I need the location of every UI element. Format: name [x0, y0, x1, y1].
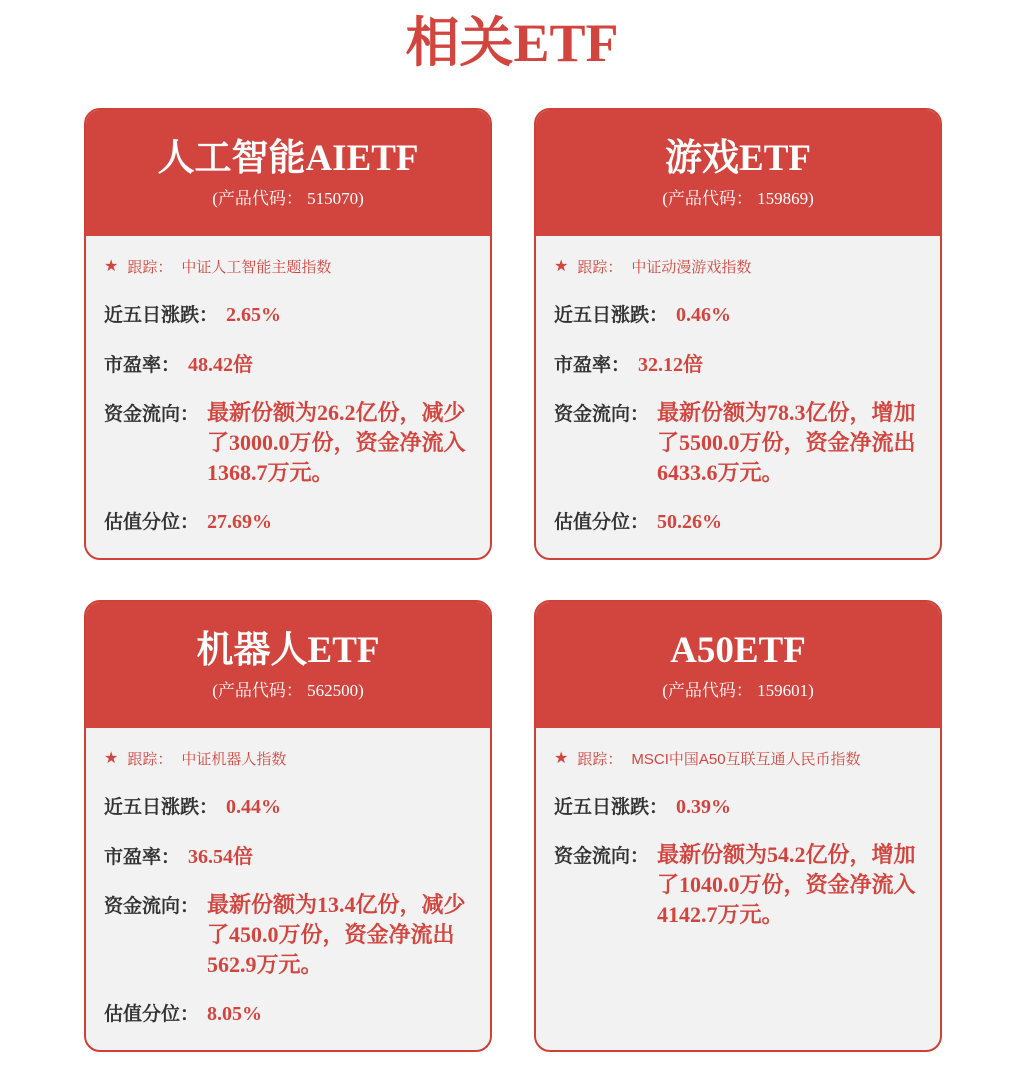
track-index: 中证动漫游戏指数 — [631, 259, 752, 277]
metric-value: 0.44% — [226, 796, 282, 819]
star-icon: ★ — [104, 749, 119, 767]
etf-card — [84, 108, 492, 560]
metric-row — [104, 890, 472, 980]
metric-value: 27.69% — [207, 510, 273, 533]
card-body — [86, 728, 490, 1026]
card-rows — [104, 300, 472, 534]
track-row — [554, 748, 922, 769]
card-grid — [0, 74, 1024, 1052]
metric-label: 近五日涨跌： — [554, 305, 669, 327]
track-index: 中证人工智能主题指数 — [181, 259, 332, 277]
card-header — [536, 602, 940, 728]
etf-name: 人工智能AIETF — [157, 137, 419, 179]
track-label: 跟踪： — [127, 259, 173, 277]
etf-card — [534, 600, 942, 1052]
etf-name: 机器人ETF — [196, 629, 380, 671]
etf-name: A50ETF — [670, 629, 806, 671]
card-header — [86, 602, 490, 728]
metric-label: 市盈率： — [104, 847, 181, 869]
track-label: 跟踪： — [127, 751, 173, 769]
metric-label: 估值分位： — [554, 511, 650, 533]
etf-card — [84, 600, 492, 1052]
metric-label: 资金流向： — [554, 404, 650, 426]
metric-row — [554, 840, 922, 930]
metric-value: 36.54倍 — [188, 846, 254, 869]
metric-value: 50.26% — [657, 510, 723, 533]
metric-label: 近五日涨跌： — [554, 797, 669, 819]
metric-row — [554, 398, 922, 488]
etf-name: 游戏ETF — [665, 137, 811, 179]
metric-row — [554, 507, 922, 534]
metric-value: 最新份额为26.2亿份，减少了3000.0万份，资金净流入1368.7万元。 — [207, 400, 466, 485]
track-index: 中证机器人指数 — [181, 751, 287, 769]
metric-row — [104, 507, 472, 534]
metric-row — [554, 348, 922, 377]
metric-label: 市盈率： — [554, 355, 631, 377]
metric-value: 8.05% — [207, 1002, 263, 1025]
page-title: 相关ETF — [405, 13, 619, 73]
etf-card — [534, 108, 942, 560]
card-body — [536, 728, 940, 930]
etf-product-code: (产品代码： 562500) — [212, 680, 364, 700]
metric-value: 最新份额为54.2亿份，增加了1040.0万份，资金净流入4142.7万元。 — [657, 842, 916, 927]
track-row — [104, 748, 472, 769]
card-rows — [104, 792, 472, 1026]
metric-label: 估值分位： — [104, 511, 200, 533]
track-row — [104, 256, 472, 277]
card-rows — [554, 792, 922, 930]
metric-label: 资金流向： — [104, 896, 200, 918]
track-label: 跟踪： — [577, 259, 623, 277]
metric-row — [104, 840, 472, 869]
star-icon: ★ — [554, 749, 569, 767]
etf-product-code: (产品代码： 159601) — [662, 680, 814, 700]
star-icon: ★ — [554, 257, 569, 275]
card-rows — [554, 300, 922, 534]
card-header — [86, 110, 490, 236]
etf-product-code: (产品代码： 159869) — [662, 188, 814, 208]
card-header — [536, 110, 940, 236]
star-icon: ★ — [104, 257, 119, 275]
card-body — [86, 236, 490, 534]
metric-value: 32.12倍 — [638, 354, 704, 377]
metric-row — [104, 398, 472, 488]
track-label: 跟踪： — [577, 751, 623, 769]
metric-value: 0.39% — [676, 796, 732, 819]
metric-row — [104, 792, 472, 819]
metric-row — [104, 300, 472, 327]
track-index: MSCI中国A50互联互通人民币指数 — [631, 751, 861, 769]
metric-label: 市盈率： — [104, 355, 181, 377]
metric-label: 资金流向： — [104, 404, 200, 426]
metric-value: 0.46% — [676, 304, 732, 327]
metric-row — [104, 999, 472, 1026]
metric-row — [554, 792, 922, 819]
etf-product-code: (产品代码： 515070) — [212, 188, 364, 208]
metric-value: 最新份额为13.4亿份，减少了450.0万份，资金净流出562.9万元。 — [207, 892, 466, 977]
metric-label: 资金流向： — [554, 846, 650, 868]
metric-row — [104, 348, 472, 377]
metric-label: 近五日涨跌： — [104, 797, 219, 819]
metric-value: 48.42倍 — [188, 354, 254, 377]
metric-value: 2.65% — [226, 304, 282, 327]
card-body — [536, 236, 940, 534]
metric-value: 最新份额为78.3亿份，增加了5500.0万份，资金净流出6433.6万元。 — [657, 400, 916, 485]
metric-label: 估值分位： — [104, 1003, 200, 1025]
track-row — [554, 256, 922, 277]
metric-row — [554, 300, 922, 327]
metric-label: 近五日涨跌： — [104, 305, 219, 327]
